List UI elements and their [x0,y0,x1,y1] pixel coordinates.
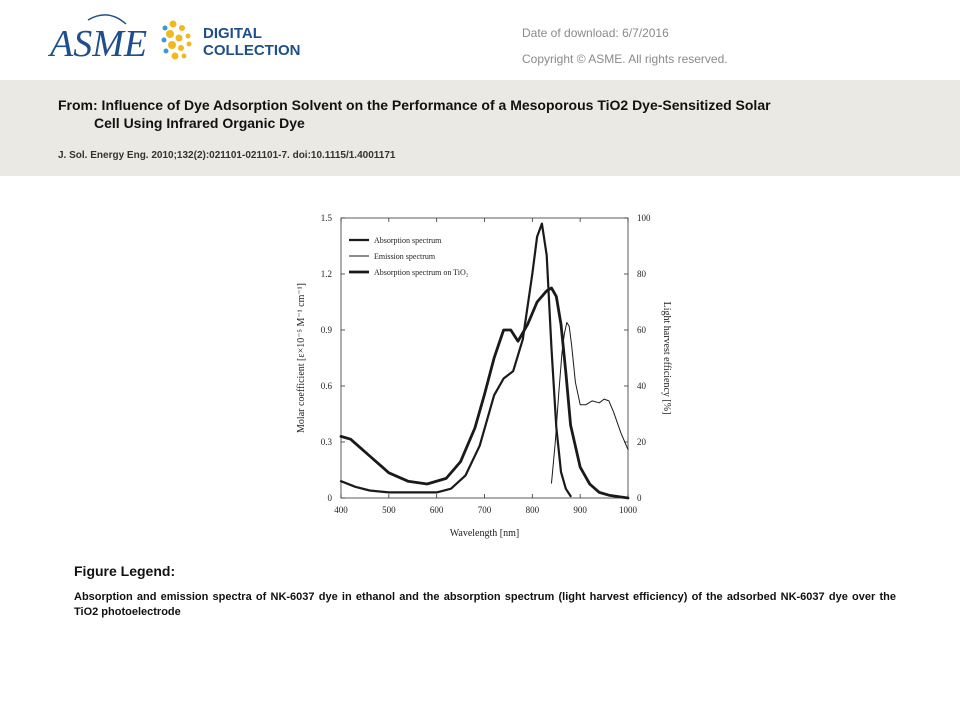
spectra-chart [288,205,678,550]
download-date: Date of download: 6/7/2016 [522,26,669,40]
legend-label-emission-spectrum: Emission spectrum [374,252,436,261]
y-right-tick-label: 0 [637,493,642,503]
figure-legend-text: Absorption and emission spectra of NK-6037 dye in ethanol and the absorption spectrum (light harvest efficiency) of the adsorbed NK-6037 dye over the TiO2 photoelectrode [74,591,896,618]
x-tick-label: 800 [525,505,540,515]
y-left-tick-label: 0.9 [320,325,332,335]
y-right-tick-label: 60 [637,325,646,335]
article-title-line-2: Cell Using Infrared Organic Dye [94,115,305,131]
header [0,0,960,80]
logo-dots-icon [166,21,192,60]
logo-digital-text: DIGITAL [203,25,262,42]
logo-asme-text: ASME [50,23,148,65]
y-right-tick-label: 20 [637,437,646,447]
y-left-axis-label: Molar coefficient [ε×10⁻⁵ M⁻¹ cm⁻¹] [296,283,307,433]
copyright-notice: Copyright © ASME. All rights reserved. [522,52,728,66]
asme-logo[interactable] [48,10,328,70]
logo-collection-text: COLLECTION [203,42,301,59]
y-left-tick-label: 0 [327,493,332,503]
series-line-absorption-spectrum-on-tio [341,288,628,498]
y-left-tick-label: 0.3 [320,437,332,447]
x-tick-label: 400 [334,505,348,515]
y-right-axis-label: Light harvest efficiency [%] [661,301,672,415]
x-tick-label: 1000 [619,505,637,515]
article-title-line-1: From: Influence of Dye Adsorption Solvent on the Performance of a Mesoporous TiO2 Dye-Sensitized Solar [58,97,771,113]
x-tick-label: 600 [429,505,444,515]
x-axis-label: Wavelength [nm] [449,528,520,539]
x-tick-label: 900 [573,505,587,515]
figure-legend-title: Figure Legend: [74,563,176,579]
x-tick-label: 700 [477,505,492,515]
y-right-tick-label: 40 [637,381,646,391]
article-title [58,96,898,132]
legend-label-absorption-spectrum-on-tio: Absorption spectrum on TiO₂ [374,268,469,277]
article-citation[interactable]: J. Sol. Energy Eng. 2010;132(2):021101-021101-7. doi:10.1115/1.4001171 [58,150,396,161]
y-right-tick-label: 80 [637,269,646,279]
download-meta [522,20,728,72]
x-tick-label: 500 [382,505,396,515]
y-left-tick-label: 1.2 [320,269,332,279]
legend-label-absorption-spectrum: Absorption spectrum [374,236,442,245]
y-right-tick-label: 100 [637,213,651,223]
series-line-absorption-spectrum [341,224,571,497]
y-left-tick-label: 1.5 [320,213,332,223]
y-left-tick-label: 0.6 [320,381,332,391]
